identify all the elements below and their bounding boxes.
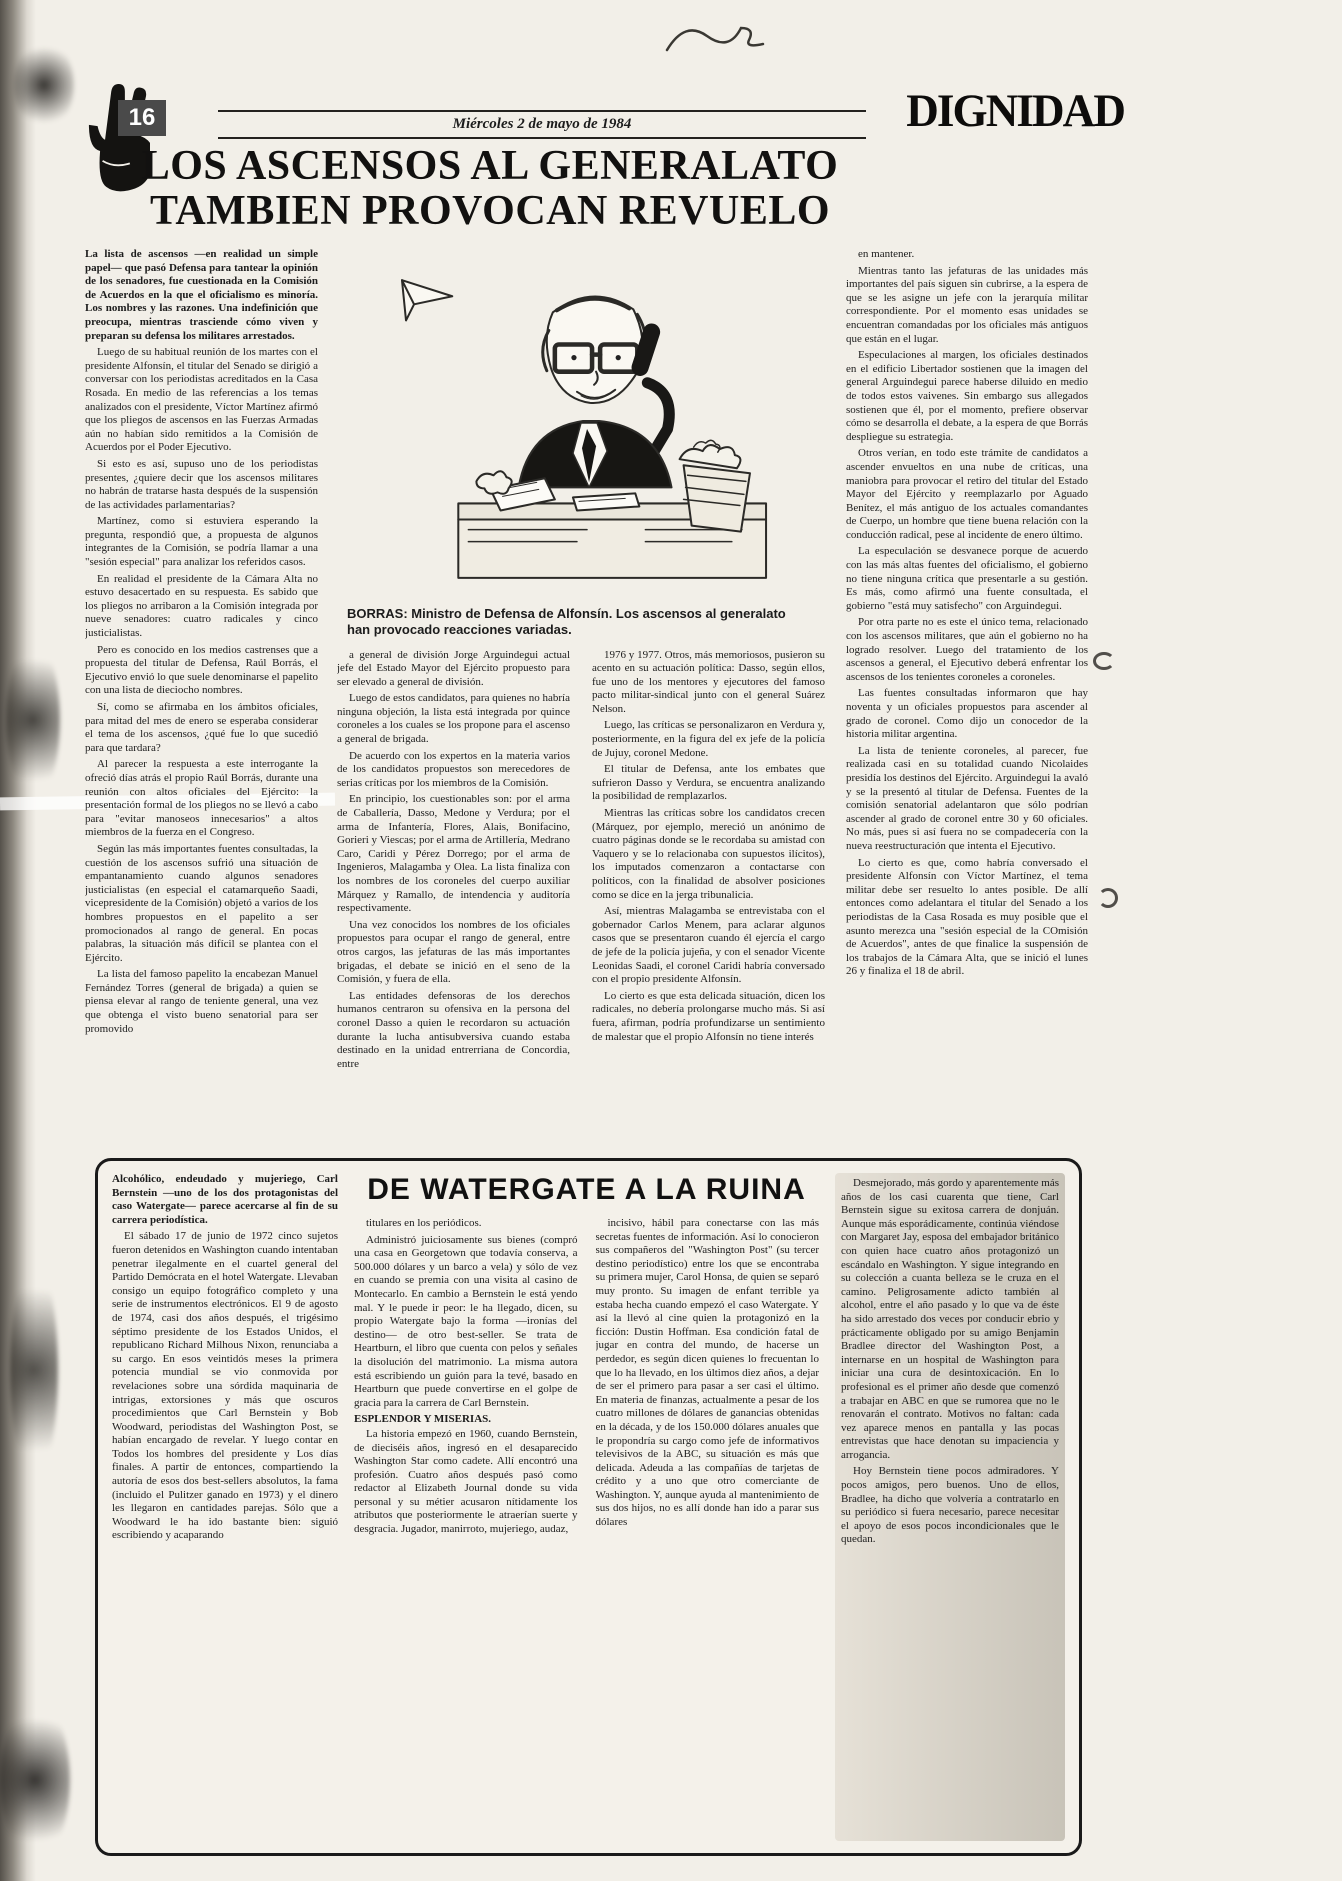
article-paragraph: titulares en los periódicos. [366,1217,482,1229]
article-paragraph: En principio, los cuestionables son: por el arma de Caballería, Dasso, Medone y Verdura; por el arma de Infantería, Flores, Alais, Bonifacino, Gorieri y Viescas; por el arma de Artillería, Medrano Caro, Caridi y Pérez Dorrego; por el arma de Ingenieros, Malagamba y Olea. La lista finaliza con los nombres de los coroneles del cuerpo auxiliar Márquez y Ramallo, de intendencia y auditoría respectivamente. [337,793,570,915]
article-paragraph: ESPLENDOR Y MISERIAS. [354,1413,492,1426]
article-paragraph: La lista de teniente coroneles, al parecer, fue realizada casi en su totalidad cuando Nicolaides presidía los destinos del Ejército. Arguindegui la avaló y se la presentó al titular de Defensa. Fuentes de la comisión senatorial adelantaron que sólo podrían ascender al grado de coronel entre 30 y 60 oficiales. No más, pues si así fuera no se compadecería con la nueva reestructuración que intenta el Ejecutivo. [846,744,1088,852]
article-paragraph: Mientras las críticas sobre los candidatos crecen (Márquez, por ejemplo, mereció un anónimo de cuatro páginas donde se le recordaba su amistad con Vaquero y se lo relacionaba con supuestos ilícitos), los imputados comenzaron a contactarse con políticos, con la finalidad de absolver posiciones como se dice en la jerga tribunalicia. [592,807,825,901]
article-paragraph: en mantener. [858,248,915,260]
article-paragraph: Otros verían, en todo este trámite de candidatos a ascender envueltos en una nube de críticas, una maniobra para provocar el retiro del titular del Estado Mayor del Ejército y reemplazarlo por Aguado Benítez, el más antiguo de los actuales comandantes de Cuerpo, un hombre que tiene buena relación con la conducción radical, pese al incidente de enero último. [846,447,1088,541]
article-paragraph: Desmejorado, más gordo y aparentemente más años de los casi cuarenta que tiene, Carl Bernstein sigue su exitosa carrera de donjuán. Aunque más esporádicamente, continúa viéndose con Margaret Jay, esposa del embajador británico con quien hace cuatro años protagonizó un escándalo en Washington. Y sigue integrando en su colección a cuanta belleza se le cruza en el camino. Peligrosamente adicto también al alcohol, entre el año pasado y lo que va de éste ha sido arrestado dos veces por conducir ebrio y prácticamente obligado por su amigo Benjamin Bradlee director del Washington Post, a internarse en un hospital de Washington para iniciar una cura de desintoxicación. En lo profesional es el primer año desde que comenzó a trabajar en ABC en que se rumorea que no le renovarán el contrato. Motivos no faltan: cada vez aparece menos en pantalla y las pocas entrevistas que hace denotan su impaciencia y arrogancia. [841,1177,1059,1461]
article-column-2 [337,649,570,1135]
article-paragraph: Alcohólico, endeudado y mujeriego, Carl Bernstein —uno de los dos protagonistas del caso Watergate— parece acercarse al fin de su carrera periodística. [112,1173,338,1226]
watergate-column-1 [112,1173,338,1841]
article-paragraph: Administró juiciosamente sus bienes (compró una casa en Georgetown que todavía conserva, a 500.000 dólares y un barco a vela) y sólo de vez en cuando se premia con una visita al casino de Montecarlo. En cambio a Bernstein le está yendo mal. Y le puede ir peor: le ha llegado, dicen, su propio Watergate bajo la forma —ironías del destino— de otro best-seller. Se trata de Heartburn, el libro que cuenta con pelos y señales la disolución del matrimonio. La misma autora está escribiendo un guión para la tevé, basado en Heartburn que puede convertirse en el golpe de gracia para la carrera de Carl Bernstein. [354,1233,578,1409]
article-paragraph: incisivo, hábil para conectarse con las más secretas fuentes de información. Así lo conocieron sus compañeros del "Washington Post" (su tercer destino periodístico) entre los que se encontraba su primera mujer, Carol Honsa, de quien se separó muy pronto. Su imagen de enfant terrible ya estaba hecha cuando empezó el caso Watergate. Y así la llevó al cine quien la protagonizó en la ficción: Dustin Hoffman. Esa condición fatal de jugar en contra del mundo, de hacerse un perdedor, es según dicen quienes lo frecuentan lo que lo ha llevado, en los últimos diez años, a dejar de ser el primero para pasar a ser casi el último. En materia de finanzas, actualmente a pesar de los cuatro millones de dólares de ganancias obtenidas en la década, y de los 150.000 dólares anuales que le propondría su cargo como jefe de informativos televisivos de la ABC, su situación es más que delicada. Adeuda a las compañías de tarjetas de crédito y a uno que otro comerciante de Washington. Y, aunque ayuda al mantenimiento de sus dos hijos, no es allí donde han ido a parar sus dólares [595,1217,819,1529]
article-paragraph: 1976 y 1977. Otros, más memoriosos, pusieron su acento en su actuación política: Dasso, según ellos, fue uno de los mentores y ejecutores del famoso pacto militar-sindical junto con el general Suárez Nelson. [592,648,825,715]
watergate-column-3 [596,1217,820,1841]
article-paragraph: Lo cierto es que, como habría conversado el presidente Alfonsín con Víctor Martínez, el tema militar debe ser resuelto lo antes posible. De allí entonces como adelantara el titular del Senado a los periodistas de la Casa Rosada es muy posible que el asunto merezca una "sesión especial de la COmisión de Acuerdos", antes de que finalice la suspensión de los trabajos de la Cámara Alta, que se inició el lunes 26 y finaliza el 18 de abril. [846,856,1088,978]
article-middle-columns [337,649,825,1135]
article-paragraph: El sábado 17 de junio de 1972 cinco sujetos fueron detenidos en Washington cuando intentaban penetrar ilegalmente en el cuartel general del Partido Demócrata en el hotel Watergate. Llevaban consigo un equipo fotográfico completo y una serie de instrumentos electrónicos. El 9 de agosto de 1974, casi dos años después, el trigésimo séptimo presidente de los Estados Unidos, el republicano Richard Milhous Nixon, renunciaba a su cargo. En esos veintidós meses la primera potencia mundial se vio conmovida por revelaciones sobre una sórdida maquinaria de intrigas, extorsiones y más que oscuros procedimientos que Carl Bernstein y Bob Woodward, periodistas del Washington Post, se habían encargado de revelar. Y luego contar en Todos los hombres del presidente y Los días finales. A partir de entonces, compartiendo la autoría de esos dos best-sellers absolutos, la fama (incluido el Pulitzer ganado en 1973) y el dinero les llegaron en cantidades parejas. Sólo que a Woodward le ha ido bastante bien: siguió escribiendo y acaparando [112,1230,338,1542]
watergate-middle-columns [354,1217,819,1841]
article-paragraph: Hoy Bernstein tiene pocos admiradores. Y pocos amigos, pero buenos. Uno de ellos, Bradlee, ha dicho que volvería a contratarlo en su periódico si fuera necesario, parece necesitar el apoyo de esos pocos incondicionales que le quedan. [841,1465,1059,1546]
article-paragraph: Si esto es así, supuso uno de los periodistas presentes, ¿quiere decir que los ascensos militares no habrán de tratarse hasta después de la suspensión de las actividades parlamentarias? [85,457,318,511]
article-paragraph: Luego, las críticas se personalizaron en Verdura y, posteriormente, en la figura del ex jefe de la policía de Jujuy, coronel Medone. [592,719,825,759]
article-column-4 [846,248,1088,1150]
article-paragraph: Por otra parte no es este el único tema, relacionado con los ascensos militares, que aún el gobierno no ha logrado resolver. Luego del tratamiento de los ascensos a general, el Ejecutivo deberá enfrentar los ascensos de los tenientes coroneles a coroneles. [846,616,1088,683]
article-paragraph: a general de división Jorge Arguindegui actual jefe del Estado Mayor del Ejército propuesto para ser elevado a general de división. [337,648,570,688]
article-paragraph: La lista del famoso papelito la encabezan Manuel Fernández Torres (general de brigada) a quien se piensa elevar al rango de teniente general, una vez que obtenga el visto bueno senatorial para ser promovido [85,968,318,1035]
issue-date: Miércoles 2 de mayo de 1984 [452,116,632,132]
watergate-article-box [95,1158,1082,1856]
article-paragraph: Las fuentes consultadas informaron que hay noventa y un oficiales propuestos para ascender al grado de coronel. Como dijo un conocedor de la historia militar argentina. [846,687,1088,741]
watergate-column-2 [354,1217,578,1841]
article-paragraph: Según las más importantes fuentes consultadas, la cuestión de los ascensos sufrió una situación de empantanamiento cuando algunos senadores justicialistas (en especial el catamarqueño Saadi, vicepresidente de la Comisión) objetó a varios de los hombres propuestos en el papelito a ser promocionados al rango de general. En pocas palabras, la situación más difícil se plantea con el Ejército. [85,842,318,964]
scan-artifact-blob [0,1700,70,1860]
article-paragraph: Especulaciones al margen, los oficiales destinados en el edificio Libertador sostienen que la imagen del general Arguindegui parece haberse diluido en medio de todos estos vaivenes. Sin embargo sus allegados sostienen que él, por el momento, prefiere observar cómo se desarrolla el debate, a la espera de que Borrás despliegue su estrategia. [846,349,1088,443]
article-paragraph: De acuerdo con los expertos en la materia varios de los candidatos propuestos son merecedores de serias críticas por los miembros de la Comisión. [337,749,570,789]
watergate-column-4 [835,1173,1065,1841]
article-paragraph: Pero es conocido en los medios castrenses que a propuesta del titular de Defensa, Raúl Borrás, el Ejecutivo envió lo que suele denominarse el papelito con una lista de dieciocho nombres. [85,643,318,697]
scan-artifact-blob [14,40,74,130]
illustration-caption: BORRAS: Ministro de Defensa de Alfonsín. Los ascensos al generalato han provocado reacciones variadas. [347,606,786,638]
date-band [218,110,866,139]
article-paragraph: Martínez, como si estuviera esperando la pregunta, respondió que, a propuesta de algunos integrantes de la Comisión, se podría llamar a una "sesión especial" para analizar los referidos casos. [85,515,318,569]
article-paragraph: Luego de estos candidatos, para quienes no habría ninguna objeción, la lista está integrada por quince coroneles a los cuales se los propone para el ascenso a general de brigada. [337,692,570,746]
page-number: 16 [118,100,166,136]
article-paragraph: La historia empezó en 1960, cuando Bernstein, de dieciséis años, ingresó en el desaparecido Washington Star como cadete. Allí encontró una profesión. Cuatro años después pasó como redactor al Elizabeth Journal donde su vida personal y su métier acusaron nítidamente los atributos que posteriormente le atraerían suerte y desgracia. Jugador, manirroto, mujeriego, audaz, [354,1427,578,1536]
article-paragraph: Lo cierto es que esta delicada situación, dicen los radicales, no debería prolongarse mucho más. Si así fuera, afirman, podría profundizarse un sentimiento de malestar que el propio Alfonsín no tiene interés [592,989,825,1043]
watergate-headline: DE WATERGATE A LA RUINA [367,1173,806,1206]
scan-artifact-blob [10,1260,58,1480]
article-paragraph: Mientras tanto las jefaturas de las unidades más importantes del país siguen sin cubrirse, a la espera de que se les asigne un jefe con la jerarquía militar correspondiente. Por el momento esas unidades se encuentran comandadas por los oficiales más antiguos que están en el lugar. [846,264,1088,345]
article-paragraph: Al parecer la respuesta a este interrogante la ofreció días atrás el propio Raúl Borrás, durante una reunión con altos oficiales del Ejército: la presentación formal de los pliegos no se llevó a cabo para "evitar manoseos innecesarios" a altos miembros de la fuerza en el Congreso. [85,758,318,839]
scan-artifact-pen-mark [1093,652,1115,670]
article-paragraph: Las entidades defensoras de los derechos humanos centraron su ofensiva en la persona del coronel Dasso a quien le recordaron su actuación durante la lucha antisubversiva cuando estaba destinado en la unidad entrerriana de Concordia, entre [337,989,570,1070]
article-paragraph: La lista de ascensos —en realidad un simple papel— que pasó Defensa para tantear la opinión de los senadores, fue cuestionada en la Comisión de Acuerdos en la que el oficialismo es minoría. Los nombres y las razones. Una indefinición que preocupa, mientras trasciende cómo viven y preparan su defensa los militares arrestados. [85,248,318,342]
article-column-1 [85,248,318,1150]
article-paragraph: En realidad el presidente de la Cámara Alta no estuvo desacertado en su respuesta. Es sabido que los pliegos no arribaron a la Comisión integrada por nueve senadores: cuatro radicales y cinco justicialistas. [85,572,318,640]
article-column-3 [592,649,825,1135]
handwritten-scribble-artifact [655,14,785,62]
main-headline: LOS ASCENSOS AL GENERALATO TAMBIEN PROVOCAN REVUELO [141,143,839,234]
borras-caricature-illustration [337,250,825,602]
scan-artifact-pen-mark [1098,888,1118,908]
watergate-middle-region [354,1173,819,1841]
newspaper-title: DIGNIDAD [906,85,1124,137]
article-paragraph: La especulación se desvanece porque de acuerdo con las más altas fuentes del oficialismo, el gobierno no tiene ninguna crítica que presentarle a su gestión. Es más, como afirmó una fuente consultada, el gobierno "está muy satisfecho" con Arguindegui. [846,545,1088,612]
scan-artifact-blob [6,640,60,800]
article-middle-region [337,250,825,1150]
article-paragraph: Sí, como se afirmaba en los ámbitos oficiales, para mitad del mes de enero se esperaba considerar el tema de los ascensos, ¿qué fue lo que sucedió para que tardara? [85,701,318,754]
article-paragraph: El titular de Defensa, ante los embates que sufrieron Dasso y Verdura, se encuentra analizando la posibilidad de remplazarlos. [592,763,825,803]
scan-artifact-left-edge [0,0,36,1881]
article-paragraph: Luego de su habitual reunión de los martes con el presidente Alfonsín, el titular del Senado se dirigió a conversar con los periodistas acreditados en la Casa Rosada. En medio de las referencias a los temas analizados con el presidente, Víctor Martínez afirmó que los pliegos de ascensos en las Fuerzas Armadas aún no habían sido remitidos a la Comisión de Acuerdos por el Poder Ejecutivo. [85,346,318,454]
article-paragraph: Una vez conocidos los nombres de los oficiales propuestos para ocupar el rango de general, entre otros cargos, las jefaturas de las más importantes brigadas, el debate se inició en el seno de la Comisión, y fuera de ella. [337,918,570,986]
article-paragraph: Así, mientras Malagamba se entrevistaba con el gobernador Carlos Menem, para aclarar algunos casos que se presentaron cuando él ejercía el cargo de jefe de la policía jujeña, y con el senador Vicente Leonidas Saadi, el coronel Caridi habría conversado con el propio presidente Alfonsín. [592,905,825,986]
